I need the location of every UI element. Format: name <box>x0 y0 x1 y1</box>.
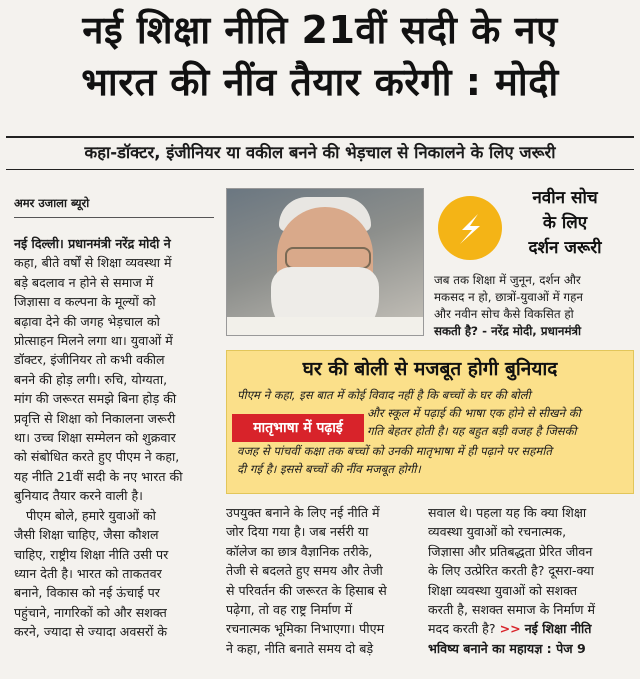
pm-photo <box>226 188 424 336</box>
headline-rule-bottom <box>6 169 634 170</box>
middle-column <box>226 503 420 658</box>
left-line: प्रवृत्ति से शिक्षा को निकालना जरूरी <box>14 410 176 426</box>
box-line-4: वजह से पांचवीं कक्षा तक बच्चों को उनकी मातृभाषा में ही पढ़ाने पर सहमति <box>237 444 552 458</box>
quote-title <box>500 186 630 261</box>
left-line: बनने की होड़ लगी। रुचि, योग्यता, <box>14 371 168 387</box>
left-line: यह नीति 21वीं सदी के नए भारत की <box>14 468 183 484</box>
mother-tongue-tag: मातृभाषा में पढ़ाई <box>232 414 364 442</box>
byline-rule <box>14 217 214 218</box>
photo-glasses <box>285 247 371 269</box>
left-column <box>14 234 214 642</box>
headline-line-1: नई शिक्षा नीति 21वीं सदी के नए <box>82 8 558 52</box>
middle-line: कॉलेज का छात्र वैज्ञानिक तरीके, <box>226 543 373 559</box>
quote-line: जब तक शिक्षा में जुनून, दर्शन और <box>434 273 581 287</box>
right-line: शिक्षा व्यवस्था युवाओं को सशक्त <box>428 582 578 598</box>
quote-title-line: नवीन सोच <box>532 188 598 208</box>
quote-line: सकती है? - नरेंद्र मोदी, प्रधानमंत्री <box>434 324 582 338</box>
right-line: जिज्ञासा और प्रतिबद्धता प्रेरित जीवन <box>428 543 593 559</box>
continuation-marker: >> <box>499 621 521 637</box>
box-line-2: और स्कूल में पढ़ाई की भाषा एक होने से सीखने की <box>367 406 581 420</box>
quote-title-line: के लिए <box>542 213 588 233</box>
headline <box>0 4 640 108</box>
left-line: बढ़ावा देने की जगह भेड़चाल को <box>14 313 160 329</box>
quote-body <box>434 272 634 340</box>
quote-logo-icon <box>438 196 502 260</box>
left-line: बनाने, विकास को नई ऊंचाई पर <box>14 585 160 601</box>
left-line: चाहिए, राष्ट्रीय शिक्षा नीति उसी पर <box>14 546 169 562</box>
middle-line: से परिवर्तन की जरूरत के हिसाब से <box>226 582 387 598</box>
headline-line-2: भारत की नींव तैयार करेगी : मोदी <box>81 60 559 104</box>
continuation-page-ref[interactable]: भविष्य बनाने का महायज्ञ : पेज 9 <box>428 640 586 656</box>
middle-line: उपयुक्त बनाने के लिए नई नीति में <box>226 505 380 520</box>
middle-line: रचनात्मक भूमिका निभाएगा। पीएम <box>226 621 385 637</box>
middle-line: तेजी से बदलते हुए समय और तेजी <box>226 563 383 579</box>
right-column <box>428 503 632 658</box>
middle-line: जोर दिया गया है। जब नर्सरी या <box>226 524 369 540</box>
left-line: बुनियाद तैयार करने वाली है। <box>14 488 143 504</box>
left-line: करने, ज्यादा से ज्यादा अवसरों के <box>14 624 168 640</box>
right-line-continuation <box>428 619 632 638</box>
left-line: प्रोत्साहन मिलने लगा था। युवाओं में <box>14 333 173 349</box>
middle-line: ने कहा, नीति बनाते समय दो बड़े <box>226 640 374 656</box>
left-line: कहा, बीते वर्षों से शिक्षा व्यवस्था में <box>14 255 172 271</box>
right-line: मदद करती है? <box>428 621 496 637</box>
continuation-text[interactable]: नई शिक्षा नीति <box>524 621 592 637</box>
headline-rule-top <box>6 136 634 138</box>
photo-shirt <box>227 317 423 336</box>
box-line-1: पीएम ने कहा, इस बात में कोई विवाद नहीं है कि बच्चों के घर की बोली <box>237 388 531 402</box>
right-line: सवाल थे। पहला यह कि क्या शिक्षा <box>428 505 587 520</box>
left-line: मांग की जरूरत समझे बिना होड़ की <box>14 391 177 407</box>
quote-line: मकसद न हो, छात्रों-युवाओं में गहन <box>434 290 583 304</box>
left-line: जिज्ञासा व कल्पना के मूल्यों को <box>14 294 156 310</box>
left-line: ध्यान देती है। भारत को ताकतवर <box>14 565 162 581</box>
subhead: कहा-डॉक्टर, इंजीनियर या वकील बनने की भेड़चाल से निकालने के लिए जरूरी <box>84 143 556 162</box>
right-line: करती है, सशक्त समाज के निर्माण में <box>428 602 595 618</box>
middle-line: पढ़ेगा, तो वह राष्ट्र निर्माण में <box>226 602 353 618</box>
quote-title-line: दर्शन जरूरी <box>528 238 602 258</box>
left-line: को संबोधित करते हुए पीएम ने कहा, <box>14 449 180 465</box>
quote-line: और नवीन सोच कैसे विकसित हो <box>434 307 574 321</box>
right-line: व्यवस्था युवाओं को रचनात्मक, <box>428 524 567 540</box>
left-line: डॉक्टर, इंजीनियर तो कभी वकील <box>14 352 165 368</box>
box-line-5: दी गई है। इससे बच्चों की नींव मजबूत होगी। <box>237 462 421 476</box>
byline: अमर उजाला ब्यूरो <box>14 196 90 210</box>
left-line: जैसी शिक्षा चाहिए, जैसा कौशल <box>14 527 159 543</box>
left-line: था। उच्च शिक्षा सम्मेलन को शुक्रवार <box>14 430 176 446</box>
box-line-3: गति बेहतर होती है। यह बहुत बड़ी वजह है जिसकी <box>367 424 577 438</box>
right-line: के लिए उत्प्रेरित करती है? दूसरा-क्या <box>428 563 594 579</box>
left-line: नई दिल्ली। प्रधानमंत्री नरेंद्र मोदी ने <box>14 236 171 251</box>
left-line: पहुंचाने, नागरिकों को और सशक्त <box>14 604 167 620</box>
left-line: बड़े बदलाव न होने से समाज में <box>14 274 154 290</box>
box-title: घर की बोली से मजबूत होगी बुनियाद <box>302 358 558 380</box>
left-line: पीएम बोले, हमारे युवाओं को <box>14 507 156 523</box>
